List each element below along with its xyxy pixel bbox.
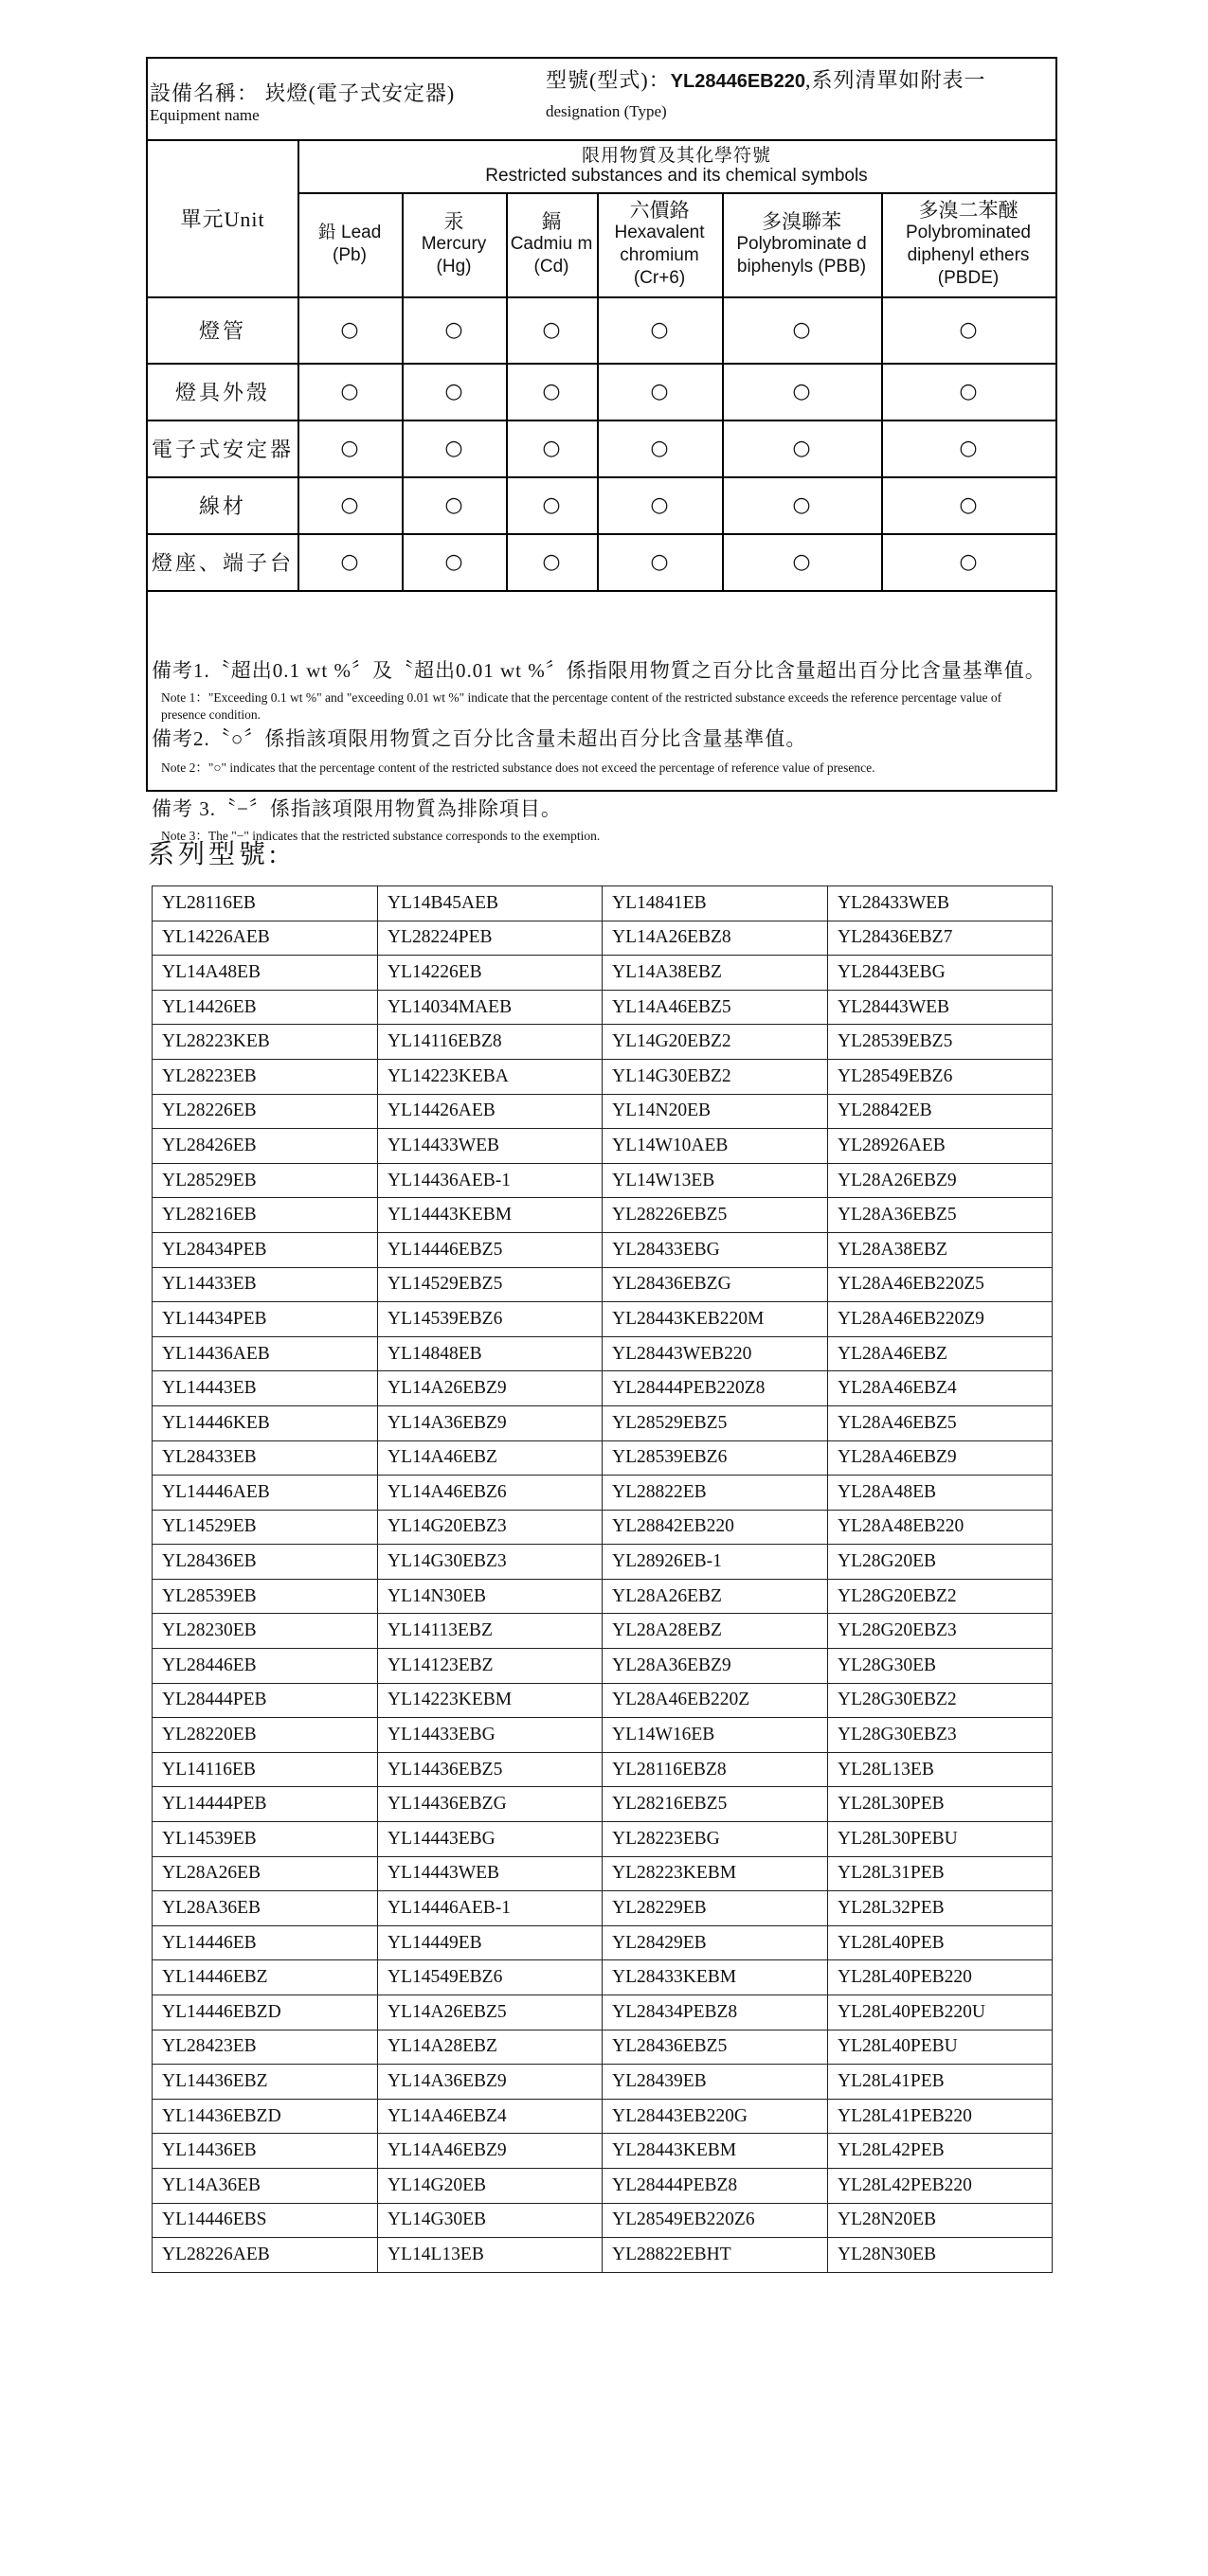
substance-header: [597, 192, 722, 296]
table-row: [153, 1649, 1053, 1684]
model-cell: YL14116EB: [153, 1752, 378, 1787]
model-cell: YL28G30EB: [828, 1649, 1053, 1684]
unit-column-header: 單元Unit: [180, 206, 265, 231]
table-row: [153, 1995, 1053, 2030]
equipment-name-en: Equipment name: [150, 106, 260, 124]
model-cell: YL14G20EBZ2: [603, 1025, 828, 1060]
compliance-mark: ○: [650, 492, 669, 517]
model-cell: YL28436EB: [153, 1545, 378, 1580]
model-cell: YL28429EB: [603, 1925, 828, 1960]
model-cell: YL28539EBZ6: [603, 1440, 828, 1476]
compliance-mark: ○: [444, 436, 463, 460]
substance-name-cn: 多溴二苯醚: [918, 199, 1019, 222]
model-cell: YL28220EB: [153, 1718, 378, 1753]
model-cell: YL28230EB: [153, 1614, 378, 1649]
model-cell: YL28434PEB: [153, 1232, 378, 1267]
model-cell: YL14446EBZ: [153, 1960, 378, 1995]
model-cell: YL28822EBHT: [603, 2238, 828, 2273]
equipment-name-cn: 設備名稱： 崁燈(電子式安定器): [150, 81, 456, 105]
substance-name-cn: 鎘: [541, 210, 562, 233]
model-cell: YL28529EBZ5: [603, 1405, 828, 1440]
compliance-mark: ○: [340, 492, 359, 517]
compliance-mark: ○: [542, 317, 561, 342]
model-cell: YL28224PEB: [378, 921, 603, 956]
table-row: [153, 1232, 1053, 1267]
compliance-mark: ○: [792, 317, 811, 342]
series-model-table: [152, 886, 1053, 2273]
model-cell: YL14B45AEB: [378, 886, 603, 921]
table-row: [153, 1787, 1053, 1822]
table-row: [153, 1856, 1053, 1891]
compliance-mark: ○: [959, 436, 978, 460]
compliance-mark: ○: [444, 317, 463, 342]
table-row: [153, 956, 1053, 991]
model-cell: YL28439EB: [603, 2065, 828, 2100]
table-row: [153, 1059, 1053, 1094]
model-cell: YL28423EB: [153, 2030, 378, 2065]
model-cell: YL14436EBZD: [153, 2099, 378, 2134]
model-cell: YL28N30EB: [828, 2238, 1053, 2273]
model-cell: YL28842EB220: [603, 1510, 828, 1545]
table-row: [153, 1510, 1053, 1545]
model-cell: YL14434PEB: [153, 1302, 378, 1337]
model-cell: YL14436EBZ: [153, 2065, 378, 2100]
model-cell: YL28A46EBZ4: [828, 1371, 1053, 1406]
model-cell: YL28A26EB: [153, 1856, 378, 1891]
unit-part-label: 電子式安定器: [151, 437, 294, 461]
model-cell: YL28539EB: [153, 1579, 378, 1614]
model-cell: YL28822EB: [603, 1476, 828, 1511]
table-row: [153, 2099, 1053, 2134]
compliance-mark: ○: [542, 379, 561, 403]
model-cell: YL14529EBZ5: [378, 1267, 603, 1302]
equipment-header: [148, 59, 1055, 141]
model-cell: YL14443EBG: [378, 1822, 603, 1857]
model-cell: YL28G20EBZ3: [828, 1614, 1053, 1649]
model-cell: YL28L42PEB220: [828, 2168, 1053, 2203]
compliance-mark: ○: [340, 436, 359, 460]
table-row: [153, 1025, 1053, 1060]
unit-part-label: 燈管: [198, 318, 246, 343]
compliance-mark: ○: [959, 317, 978, 342]
compliance-mark: ○: [650, 436, 669, 460]
model-cell: YL28926AEB: [828, 1129, 1053, 1164]
model-cell: YL14N30EB: [378, 1579, 603, 1614]
table-row: [153, 1163, 1053, 1198]
model-cell: YL28529EB: [153, 1163, 378, 1198]
table-row: [153, 1405, 1053, 1440]
note2-cn: 備考2.〝○〞係指該項限用物質之百分比含量未超出百分比含量基準值。: [152, 727, 807, 750]
model-cell: YL28226EBZ5: [603, 1198, 828, 1233]
model-cell: YL14A46EBZ4: [378, 2099, 603, 2134]
model-cell: YL28N20EB: [828, 2203, 1053, 2238]
model-cell: YL28539EBZ5: [828, 1025, 1053, 1060]
restricted-substances-table: [148, 139, 1055, 644]
model-cell: YL14G20EBZ3: [378, 1510, 603, 1545]
model-cell: YL28L32PEB: [828, 1891, 1053, 1926]
model-cell: YL28433EBG: [603, 1232, 828, 1267]
table-row: [153, 1960, 1053, 1995]
model-cell: YL28216EB: [153, 1198, 378, 1233]
model-cell: YL14A38EBZ: [603, 956, 828, 991]
substance-header: [297, 192, 402, 296]
table-row: [153, 1267, 1053, 1302]
model-cell: YL14841EB: [603, 886, 828, 921]
table-row: [153, 1371, 1053, 1406]
model-cell: YL28433EB: [153, 1440, 378, 1476]
model-cell: YL14034MAEB: [378, 990, 603, 1025]
substance-name-cn: 多溴聯苯: [762, 210, 841, 233]
model-cell: YL14443KEBM: [378, 1198, 603, 1233]
table-row: [153, 2065, 1053, 2100]
model-cell: YL14A46EBZ5: [603, 990, 828, 1025]
model-cell: YL14A36EBZ9: [378, 1405, 603, 1440]
model-cell: YL14W10AEB: [603, 1129, 828, 1164]
table-row: [153, 1822, 1053, 1857]
substance-name-en: Polybrominated diphenyl ethers (PBDE): [905, 223, 1032, 288]
type-prefix: 型號(型式)：: [546, 68, 671, 92]
substance-name-en: Polybrominate d biphenyls (PBB): [736, 234, 867, 277]
type-designation-cn: [546, 64, 986, 94]
compliance-mark: ○: [340, 379, 359, 403]
model-cell: YL28443WEB: [828, 990, 1053, 1025]
table-row: [153, 1545, 1053, 1580]
grid-line: [148, 590, 1055, 592]
model-cell: YL14G30EBZ2: [603, 1059, 828, 1094]
compliance-mark: ○: [959, 549, 978, 574]
model-cell: YL28L40PEB: [828, 1925, 1053, 1960]
table-row: [153, 1476, 1053, 1511]
model-cell: YL28433WEB: [828, 886, 1053, 921]
model-cell: YL28842EB: [828, 1094, 1053, 1129]
model-cell: YL28426EB: [153, 1129, 378, 1164]
substance-header: [881, 192, 1055, 296]
substance-name-en: Mercury (Hg): [421, 234, 487, 277]
model-cell: YL28116EB: [153, 886, 378, 921]
model-cell: YL28A46EBZ5: [828, 1405, 1053, 1440]
model-cell: YL14113EBZ: [378, 1614, 603, 1649]
model-cell: YL14449EB: [378, 1925, 603, 1960]
model-cell: YL28A46EBZ9: [828, 1440, 1053, 1476]
model-cell: YL14226AEB: [153, 921, 378, 956]
model-cell: YL14A26EBZ9: [378, 1371, 603, 1406]
compliance-mark: ○: [959, 492, 978, 517]
model-cell: YL28444PEB: [153, 1683, 378, 1718]
model-cell: YL28L31PEB: [828, 1856, 1053, 1891]
compliance-mark: ○: [542, 436, 561, 460]
substance-header: [722, 192, 881, 296]
model-cell: YL28L40PEB220: [828, 1960, 1053, 1995]
compliance-mark: ○: [792, 436, 811, 460]
model-cell: YL14223KEBA: [378, 1059, 603, 1094]
model-cell: YL28A46EB220Z5: [828, 1267, 1053, 1302]
compliance-mark: ○: [542, 549, 561, 574]
model-cell: YL28G20EB: [828, 1545, 1053, 1580]
model-cell: YL28443EB220G: [603, 2099, 828, 2134]
model-cell: YL14446EBZ5: [378, 1232, 603, 1267]
substance-header: [402, 192, 506, 296]
table-row: [153, 1129, 1053, 1164]
model-cell: YL14539EBZ6: [378, 1302, 603, 1337]
model-cell: YL14123EBZ: [378, 1649, 603, 1684]
model-cell: YL28A46EBZ: [828, 1336, 1053, 1371]
type-designation-en: designation (Type): [546, 102, 667, 120]
model-cell: YL28216EBZ5: [603, 1787, 828, 1822]
model-cell: YL28434PEBZ8: [603, 1995, 828, 2030]
model-cell: YL28443WEB220: [603, 1336, 828, 1371]
model-cell: YL14433WEB: [378, 1129, 603, 1164]
model-cell: YL28G20EBZ2: [828, 1579, 1053, 1614]
model-cell: YL28L42PEB: [828, 2134, 1053, 2169]
substance-name-cn: 汞: [443, 210, 464, 233]
table-row: [153, 990, 1053, 1025]
table-row: [153, 1683, 1053, 1718]
model-cell: YL14W16EB: [603, 1718, 828, 1753]
model-cell: YL28A26EBZ: [603, 1579, 828, 1614]
model-cell: YL14A36EBZ9: [378, 2065, 603, 2100]
compliance-mark: ○: [792, 492, 811, 517]
note1-cn: 備考1.〝超出0.1 wt %〞及〝超出0.01 wt %〞係指限用物質之百分比含量超出百分比含量基準值。: [152, 659, 1046, 682]
model-cell: YL14G30EBZ3: [378, 1545, 603, 1580]
model-cell: YL14226EB: [378, 956, 603, 991]
table-row: [153, 2203, 1053, 2238]
compliance-mark: ○: [650, 379, 669, 403]
restricted-title-en: Restricted substances and its chemical symbols: [485, 166, 868, 186]
substance-name-cn: 六價鉻: [629, 199, 690, 222]
table-row: [153, 1094, 1053, 1129]
model-cell: YL14446EBZD: [153, 1995, 378, 2030]
model-cell: YL14A28EBZ: [378, 2030, 603, 2065]
model-cell: YL14A36EB: [153, 2168, 378, 2203]
model-cell: YL14A26EBZ5: [378, 1995, 603, 2030]
compliance-mark: ○: [542, 492, 561, 517]
table-row: [153, 1440, 1053, 1476]
compliance-mark: ○: [340, 317, 359, 342]
model-cell: YL14436EB: [153, 2134, 378, 2169]
model-cell: YL28436EBZ7: [828, 921, 1053, 956]
model-cell: YL14A26EBZ8: [603, 921, 828, 956]
model-cell: YL28436EBZG: [603, 1267, 828, 1302]
model-cell: YL14223KEBM: [378, 1683, 603, 1718]
table-row: [153, 1925, 1053, 1960]
table-row: [153, 1891, 1053, 1926]
model-cell: YL14A46EBZ: [378, 1440, 603, 1476]
type-model: YL28446EB220: [670, 71, 805, 92]
compliance-mark: ○: [959, 379, 978, 403]
model-cell: YL14A46EBZ9: [378, 2134, 603, 2169]
model-cell: YL28L40PEB220U: [828, 1995, 1053, 2030]
model-cell: YL14116EBZ8: [378, 1025, 603, 1060]
model-cell: YL28L13EB: [828, 1752, 1053, 1787]
model-cell: YL28A46EB220Z: [603, 1683, 828, 1718]
substance-name-en: Cadmiu m (Cd): [510, 234, 593, 277]
model-cell: YL28A48EB220: [828, 1510, 1053, 1545]
model-cell: YL28443EBG: [828, 956, 1053, 991]
model-cell: YL14436AEB-1: [378, 1163, 603, 1198]
model-cell: YL28443KEBM: [603, 2134, 828, 2169]
model-cell: YL28G30EBZ3: [828, 1718, 1053, 1753]
model-cell: YL14A46EBZ6: [378, 1476, 603, 1511]
model-cell: YL14G20EB: [378, 2168, 603, 2203]
model-cell: YL28116EBZ8: [603, 1752, 828, 1787]
model-cell: YL28L30PEB: [828, 1787, 1053, 1822]
model-cell: YL28229EB: [603, 1891, 828, 1926]
model-cell: YL14L13EB: [378, 2238, 603, 2273]
unit-part-label: 線材: [198, 493, 246, 518]
substance-header: [506, 192, 597, 296]
model-cell: YL28926EB-1: [603, 1545, 828, 1580]
substance-name-en: Hexavalent chromium (Cr+6): [614, 223, 705, 288]
unit-part-label: 燈具外殼: [174, 380, 270, 404]
model-cell: YL14436EBZ5: [378, 1752, 603, 1787]
model-cell: YL14A48EB: [153, 956, 378, 991]
restricted-title-cn: 限用物質及其化學符號: [581, 146, 771, 166]
model-cell: YL28223EB: [153, 1059, 378, 1094]
model-cell: YL28A36EBZ5: [828, 1198, 1053, 1233]
model-cell: YL14433EBG: [378, 1718, 603, 1753]
note3-cn: 備考 3.〝−〞係指該項限用物質為排除項目。: [152, 797, 562, 820]
note2-en: Note 2："○" indicates that the percentage content of the restricted substance does not exceed the percentage of reference value of presence.: [161, 760, 875, 775]
model-cell: YL28L41PEB220: [828, 2099, 1053, 2134]
rohs-declaration: [146, 57, 1057, 843]
model-cell: YL28446EB: [153, 1649, 378, 1684]
type-suffix: ,系列清單如附表一: [804, 68, 986, 92]
model-cell: YL14443WEB: [378, 1856, 603, 1891]
model-cell: YL28A38EBZ: [828, 1232, 1053, 1267]
model-cell: YL14539EB: [153, 1822, 378, 1857]
table-row: [153, 2168, 1053, 2203]
table-row: [153, 2030, 1053, 2065]
model-cell: YL28A26EBZ9: [828, 1163, 1053, 1198]
model-cell: YL28A36EB: [153, 1891, 378, 1926]
note1-en: Note 1："Exceeding 0.1 wt %" and "exceeding 0.01 wt %" indicate that the percentage content of the restricted substance exceeds the reference percentage value of presence condition.: [161, 690, 1002, 722]
table-row: [153, 1302, 1053, 1337]
model-cell: YL28A28EBZ: [603, 1614, 828, 1649]
table-row: [153, 1198, 1053, 1233]
model-cell: YL14446EB: [153, 1925, 378, 1960]
model-cell: YL28226AEB: [153, 2238, 378, 2273]
table-row: [153, 921, 1053, 956]
model-cell: YL28443KEB220M: [603, 1302, 828, 1337]
series-heading: 系列型號:: [148, 840, 280, 869]
model-cell: YL28L40PEBU: [828, 2030, 1053, 2065]
model-cell: YL14436EBZG: [378, 1787, 603, 1822]
table-row: [153, 2238, 1053, 2273]
model-cell: YL14446AEB: [153, 1476, 378, 1511]
model-cell: YL28444PEB220Z8: [603, 1371, 828, 1406]
model-cell: YL14848EB: [378, 1336, 603, 1371]
restricted-substances-title: [297, 139, 1055, 192]
model-cell: YL14426AEB: [378, 1094, 603, 1129]
model-cell: YL14529EB: [153, 1510, 378, 1545]
model-cell: YL28433KEBM: [603, 1960, 828, 1995]
compliance-mark: ○: [340, 549, 359, 574]
model-cell: YL14433EB: [153, 1267, 378, 1302]
table-row: [153, 1752, 1053, 1787]
model-cell: YL14N20EB: [603, 1094, 828, 1129]
model-cell: YL28223KEBM: [603, 1856, 828, 1891]
model-cell: YL28226EB: [153, 1094, 378, 1129]
model-cell: YL14443EB: [153, 1371, 378, 1406]
table-row: [153, 1579, 1053, 1614]
model-cell: YL14446KEB: [153, 1405, 378, 1440]
compliance-mark: ○: [792, 549, 811, 574]
model-cell: YL14549EBZ6: [378, 1960, 603, 1995]
model-cell: YL28549EB220Z6: [603, 2203, 828, 2238]
model-cell: YL28A48EB: [828, 1476, 1053, 1511]
substance-name-en: 鉛 Lead (Pb): [317, 223, 382, 265]
compliance-mark: ○: [444, 549, 463, 574]
model-cell: YL14446EBS: [153, 2203, 378, 2238]
table-row: [153, 1718, 1053, 1753]
model-cell: YL14W13EB: [603, 1163, 828, 1198]
table-row: [153, 1336, 1053, 1371]
compliance-mark: ○: [792, 379, 811, 403]
model-cell: YL14436AEB: [153, 1336, 378, 1371]
model-cell: YL28223KEB: [153, 1025, 378, 1060]
model-cell: YL28L30PEBU: [828, 1822, 1053, 1857]
model-cell: YL14G30EB: [378, 2203, 603, 2238]
model-cell: YL28436EBZ5: [603, 2030, 828, 2065]
model-cell: YL14446AEB-1: [378, 1891, 603, 1926]
unit-part-label: 燈座、端子台: [151, 550, 294, 575]
model-cell: YL14444PEB: [153, 1787, 378, 1822]
model-cell: YL28444PEBZ8: [603, 2168, 828, 2203]
table-row: [153, 886, 1053, 921]
note3-en: Note 3：The "−" indicates that the restricted substance corresponds to the exemption.: [161, 829, 601, 843]
model-cell: YL28A36EBZ9: [603, 1649, 828, 1684]
compliance-mark: ○: [650, 549, 669, 574]
model-cell: YL14426EB: [153, 990, 378, 1025]
model-cell: YL28L41PEB: [828, 2065, 1053, 2100]
table-row: [153, 2134, 1053, 2169]
compliance-mark: ○: [444, 492, 463, 517]
model-cell: YL28G30EBZ2: [828, 1683, 1053, 1718]
compliance-mark: ○: [444, 379, 463, 403]
model-cell: YL28549EBZ6: [828, 1059, 1053, 1094]
compliance-mark: ○: [650, 317, 669, 342]
table-row: [153, 1614, 1053, 1649]
model-cell: YL28223EBG: [603, 1822, 828, 1857]
model-cell: YL28A46EB220Z9: [828, 1302, 1053, 1337]
